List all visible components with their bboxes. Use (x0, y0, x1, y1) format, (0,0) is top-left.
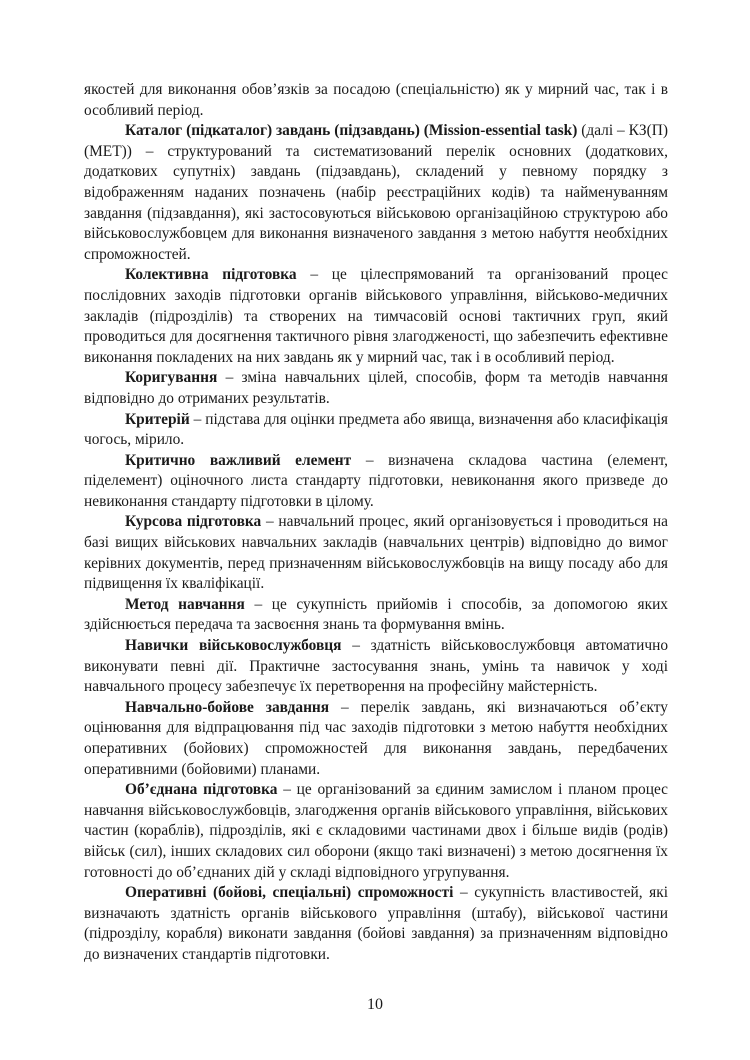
glossary-entry (84, 883, 668, 965)
entry-definition: (далі – КЗ(П) (МЕТ)) – структурований та систематизований перелік основних (додаткових, додаткових супутніх) завдань (підзавдань), складений у певному порядку з відображенням наданих позначень (набір реєстраційних кодів) та найменуванням завдання (підзавдання), які застосовуються військовою організаційною структурою або військовослужбовцем для виконання визначеного завдання з метою набуття необхідних спроможностей. (84, 122, 668, 263)
entry-term: Оперативні (бойові, спеціальні) спроможності (125, 884, 454, 902)
entry-term: Каталог (підкаталог) завдань (підзавдань) (Mission-essential task) (125, 122, 578, 140)
entry-term: Об’єднана підготовка (125, 781, 278, 799)
entry-term: Коригування (125, 369, 218, 387)
entry-term: Курсова підготовка (125, 513, 262, 531)
entry-definition: – навчальний процес, який організовується і проводиться на базі вищих військових навчальних закладів (навчальних центрів) відповідно до вимог керівних документів, перед призначенням військовослужбовців на вищу посаду або для підвищення їх кваліфікації. (84, 513, 668, 593)
glossary-entry (84, 636, 668, 698)
entry-definition: – зміна навчальних цілей, способів, форм та методів навчання відповідно до отриманих результатів. (84, 369, 668, 407)
glossary-entry (84, 410, 668, 451)
entry-term: Навчально-бойове завдання (125, 698, 330, 716)
entry-term: Критично важливий елемент (125, 451, 352, 469)
glossary-entry (84, 368, 668, 409)
entry-definition: – перелік завдань, які визначаються об’єкту оцінювання для відпрацювання під час заходів підготовки з метою набуття необхідних оперативних (бойових) спроможностей для виконання завдань, передбачених оперативними (бойовими) планами. (84, 698, 668, 778)
entry-definition: – це сукупність прийомів і способів, за допомогою яких здійснюється передача та засвоєння знань та формування вмінь. (84, 595, 668, 634)
entry-definition: – здатність військовослужбовця автоматично виконувати певні дії. Практичне застосування знань, умінь та навичок у ході навчального процесу забезпечує їх перетворення на професійну майстерність. (84, 637, 669, 696)
glossary-entry (84, 121, 668, 265)
glossary-entry (84, 698, 668, 780)
glossary-entry (84, 265, 668, 368)
entry-definition: – це цілеспрямований та організований процес послідовних заходів підготовки органів військового управління, військово-медичних закладів (підрозділів) та створених на тимчасовій основі тактичних груп, який проводиться для досягнення тактичного рівня злагодженості, що забезпечить ефективне виконання покладених на них завдань як у мирний час, так і в особливий період. (84, 266, 668, 366)
glossary-entry (84, 595, 668, 636)
page-number: 10 (367, 996, 383, 1013)
entry-term: Критерій (125, 410, 190, 428)
entry-definition: – визначена складова частина (елемент, піделемент) оціночного листа стандарту підготовки, невиконання якого призведе до невиконання стандарту підготовки в цілому. (84, 451, 668, 510)
entry-term: Навички військовослужбовця (125, 637, 342, 655)
glossary-entry (84, 451, 668, 513)
paragraph-continuation: якостей для виконання обов’язків за посадою (спеціальністю) як у мирний час, так і в особливий період. (84, 81, 668, 119)
entry-definition: – сукупність властивостей, які визначають здатність органів військового управління (штабу), військової частини (підрозділу, корабля) виконати завдання (бойові завдання) за призначенням відповідно до визначених стандартів підготовки. (84, 884, 668, 963)
entry-term: Колективна підготовка (125, 266, 297, 284)
entry-definition: – підстава для оцінки предмета або явища, визначення або класифікація чогось, мірило. (84, 410, 668, 449)
entry-definition: – це організований за єдиним замислом і планом процес навчання військовослужбовців, злагодження органів військового управління, військових частин (кораблів), підрозділів, які є складовими частинами двох і більше видів (родів) військ (сил), інших складових сил оборони (якщо такі визначені) з метою досягнення їх готовності до об’єднаних дій у складі відповідного угрупування. (84, 781, 668, 881)
document-body (84, 80, 668, 966)
entry-term: Метод навчання (125, 595, 245, 613)
glossary-entry (84, 512, 668, 594)
glossary-entry (84, 780, 668, 883)
